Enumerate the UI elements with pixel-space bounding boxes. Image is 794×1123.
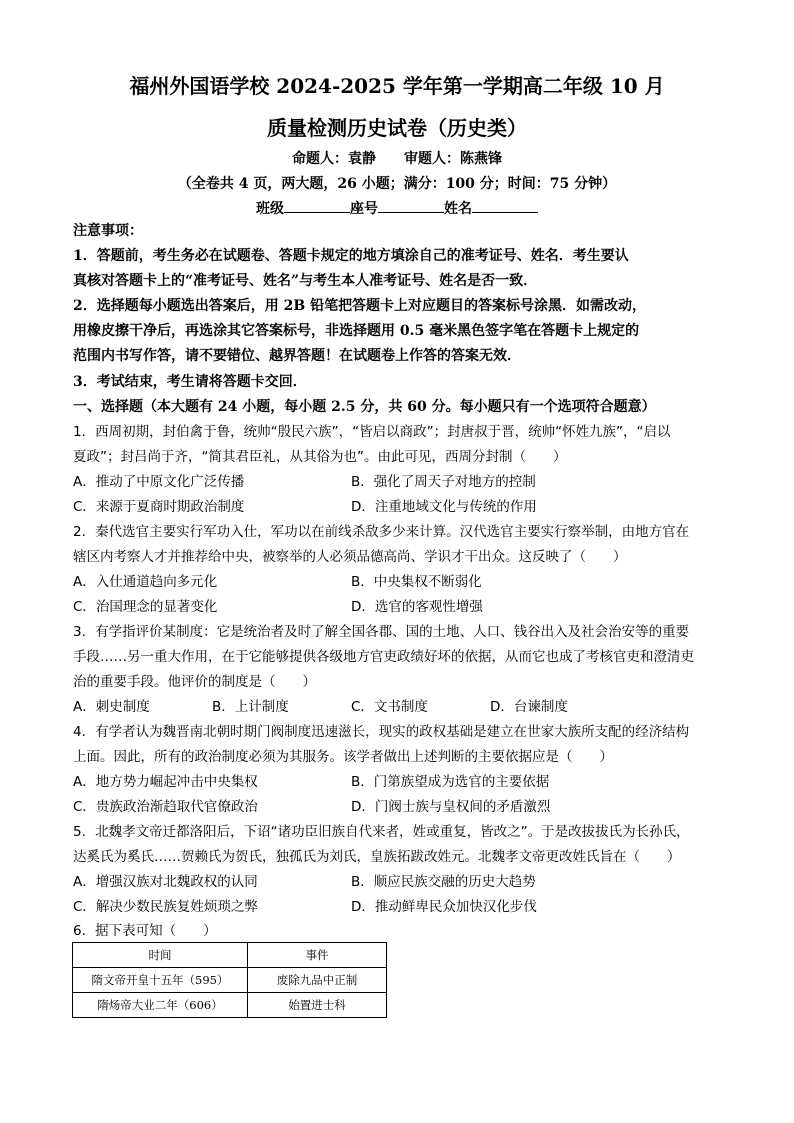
q3-stem-line: 治的重要手段。他评价的制度是（ ） xyxy=(73,674,316,690)
q1-option-b: B．强化了周天子对地方的控制 xyxy=(351,474,536,490)
q5-option-d: D．推动鲜卑民众加快汉化步伐 xyxy=(351,899,537,915)
seat-field-label: 座号 xyxy=(350,201,378,217)
q2-stem-line: 2．秦代选官主要实行军功入仕，军功以在前线杀敌多少来计算。汉代选官主要实行察举制，由地方官在 xyxy=(73,524,690,540)
q3-option-c: C．文书制度 xyxy=(351,699,428,715)
notice-line: 真核对答题卡上的“准考证号、姓名”与考生本人准考证号、姓名是否一致． xyxy=(73,273,538,289)
q4-option-b: B．门第族望成为选官的主要依据 xyxy=(351,774,550,790)
exam-authors: 命题人：袁静 审题人：陈燕锋 xyxy=(292,151,502,167)
q5-option-b: B．顺应民族交融的历史大趋势 xyxy=(351,874,536,890)
seat-field-blank[interactable] xyxy=(378,198,444,213)
exam-title-line1: 福州外国语学校 2024-2025 学年第一学期高二年级 10 月 xyxy=(129,74,665,98)
q2-option-d: D．选官的客观性增强 xyxy=(351,599,483,615)
q2-stem-line: 辖区内考察人才并推荐给中央，被察举的人必须品德高尚、学识才干出众。这反映了（ ） xyxy=(73,549,627,565)
exam-title-line2: 质量检测历史试卷（历史类） xyxy=(267,116,527,140)
table-cell: 隋炀帝大业二年（606） xyxy=(73,993,248,1018)
table-cell: 始置进士科 xyxy=(248,993,387,1018)
q6-table xyxy=(72,942,387,1018)
q3-option-d: D．台谏制度 xyxy=(490,699,568,715)
exam-info: （全卷共 4 页，两大题，26 小题；满分：100 分；时间：75 分钟） xyxy=(177,176,617,192)
name-field-blank[interactable] xyxy=(472,198,538,213)
q2-option-a: A．入仕通道趋向多元化 xyxy=(73,574,218,590)
q1-option-c: C．来源于夏商时期政治制度 xyxy=(73,499,245,515)
q6-stem: 6．据下表可知（ ） xyxy=(73,923,217,939)
notice-line: 3．考试结束，考生请将答题卡交回． xyxy=(73,374,307,390)
q4-option-d: D．门阀士族与皇权间的矛盾激烈 xyxy=(351,799,551,815)
notice-line: 2．选择题每小题选出答案后，用 2B 铅笔把答题卡上对应题目的答案标号涂黑．如需改动， xyxy=(73,298,647,314)
q1-option-d: D．注重地域文化与传统的作用 xyxy=(351,499,537,515)
q3-stem-line: 3．有学指评价某制度：它是统治者及时了解全国各郡、国的土地、人口、钱谷出入及社会治安等的重要 xyxy=(73,624,690,640)
notice-line: 用橡皮擦干净后，再选涂其它答案标号，非选择题用 0.5 毫米黑色签字笔在答题卡上规定的 xyxy=(73,323,640,339)
q1-option-a: A．推动了中原文化广泛传播 xyxy=(73,474,245,490)
table-header-row xyxy=(73,943,387,968)
q5-stem-line: 达奚氏为奚氏……贺赖氏为贺氏，独孤氏为刘氏，皇族拓跋改姓元。北魏孝文帝更改姓氏旨在（ ） xyxy=(73,849,681,865)
q3-option-a: A．刺史制度 xyxy=(73,699,150,715)
q4-stem-line: 上面。因此，所有的政治制度必须为其服务。该学者做出上述判断的主要依据应是（ ） xyxy=(73,749,613,765)
q5-option-a: A．增强汉族对北魏政权的认同 xyxy=(73,874,258,890)
q4-option-a: A．地方势力崛起冲击中央集权 xyxy=(73,774,258,790)
q1-stem-line: 1．西周初期，封伯禽于鲁，统帅“殷民六族”，“皆启以商政”；封唐叔于晋，统帅“怀姓九族”，“启以 xyxy=(73,424,671,440)
q5-stem-line: 5．北魏孝文帝迁都洛阳后，下诏“诸功臣旧族自代来者，姓或重复，皆改之”。于是改拔拔氏为长孙氏， xyxy=(73,824,690,840)
table-header-cell: 时间 xyxy=(73,943,248,968)
q3-option-b: B．上计制度 xyxy=(212,699,289,715)
name-field-label: 姓名 xyxy=(444,201,472,217)
q2-option-c: C．治国理念的显著变化 xyxy=(73,599,218,615)
class-field-label: 班级 xyxy=(256,201,284,217)
table-row xyxy=(73,968,387,993)
q3-stem-line: 手段……另一重大作用，在于它能够提供各级地方官吏政绩好坏的依据，从而它也成了考核官吏和澄清吏 xyxy=(73,649,694,665)
q5-option-c: C．解决少数民族复姓烦琐之弊 xyxy=(73,899,258,915)
q2-option-b: B．中央集权不断弱化 xyxy=(351,574,482,590)
section1-heading: 一、选择题（本大题有 24 小题，每小题 2.5 分，共 60 分。每小题只有一个选项符合题意） xyxy=(73,399,656,415)
table-cell: 隋文帝开皇十五年（595） xyxy=(73,968,248,993)
student-fields xyxy=(0,198,794,218)
notice-line: 1．答题前，考生务必在试题卷、答题卡规定的地方填涂自己的准考证号、姓名．考生要认 xyxy=(73,248,629,264)
q1-stem-line: 夏政”；封吕尚于齐，“简其君臣礼，从其俗为也”。由此可见，西周分封制（ ） xyxy=(73,449,567,465)
notice-heading: 注意事项： xyxy=(73,223,143,239)
class-field-blank[interactable] xyxy=(284,198,350,213)
table-cell: 废除九品中正制 xyxy=(248,968,387,993)
table-row xyxy=(73,993,387,1018)
table-header-cell: 事件 xyxy=(248,943,387,968)
notice-line: 范围内书写作答，请不要错位、越界答题！在试题卷上作答的答案无效． xyxy=(73,348,521,364)
q4-option-c: C．贵族政治渐趋取代官僚政治 xyxy=(73,799,258,815)
q4-stem-line: 4．有学者认为魏晋南北朝时期门阀制度迅速滋长，现实的政权基础是建立在世家大族所支配的经济结构 xyxy=(73,724,690,740)
